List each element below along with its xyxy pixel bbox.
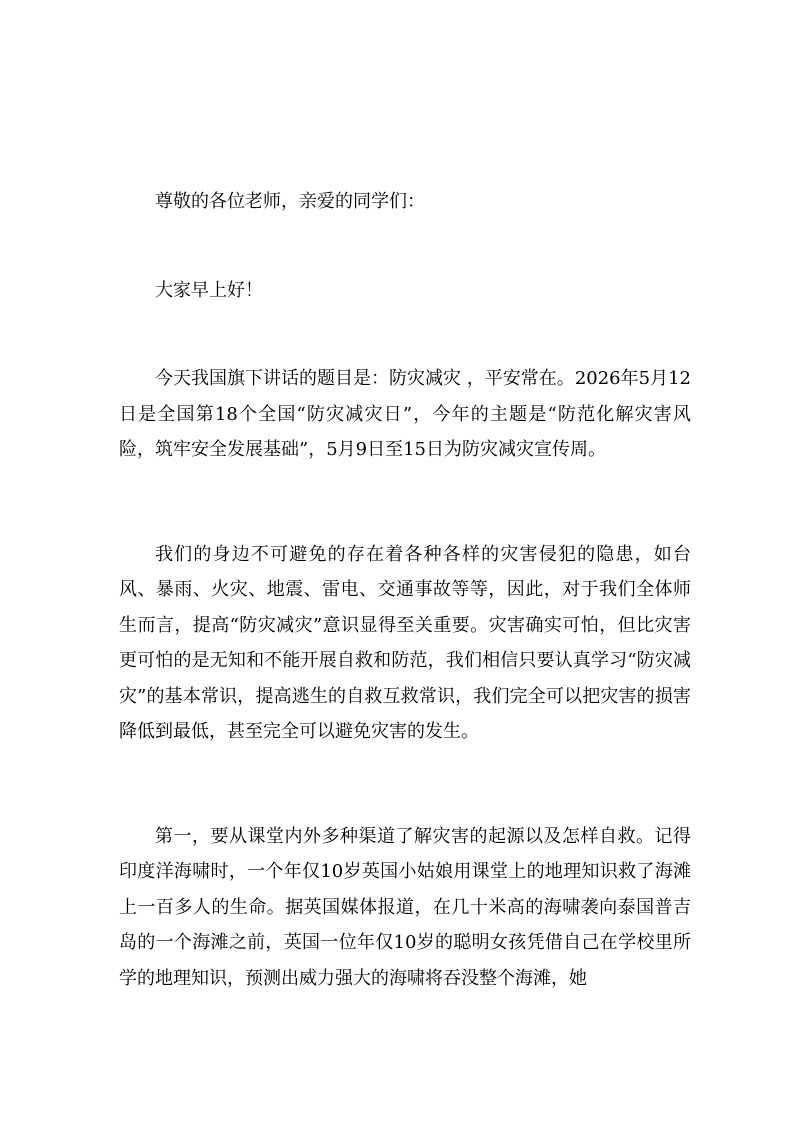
- paragraph-awareness: 我们的身边不可避免的存在着各种各样的灾害侵犯的隐患，如台风、暴雨、火灾、地震、雷电、交通事故等等，因此，对于我们全体师生而言，提高“防灾减灾”意识显得至关重要。灾害确实可怕，但比灾害更可怕的是无知和不能开展自救和防范，我们相信只要认真学习“防灾减灾”的基本常识，提高逃生的自救互救常识，我们完全可以把灾害的损害降低到最低，甚至完全可以避免灾害的发生。: [119, 543, 691, 742]
- speech-body: [119, 184, 691, 996]
- paragraph-topic: 今天我国旗下讲话的题目是：防灾减灾 ，平安常在。2026年5月12日是全国第18个全国“防灾减灾日”，今年的主题是“防范化解灾害风险，筑牢安全发展基础”，5月9日至15日为防灾减灾宣传周。: [119, 368, 691, 460]
- greeting-text: 大家早上好！: [155, 279, 263, 301]
- paragraph-first-point: 第一，要从课堂内外多种渠道了解灾害的起源以及怎样自救。记得印度洋海啸时，一个年仅10岁英国小姑娘用课堂上的地理知识救了海滩上一百多人的生命。据英国媒体报道，在几十米高的海啸袭向泰国普吉岛的一个海滩之前，英国一位年仅10岁的聪明女孩凭借自己在学校里所学的地理知识，预测出威力强大的海啸将吞没整个海滩，她: [119, 825, 691, 989]
- salutation-text: 尊敬的各位老师，亲爱的同学们：: [155, 191, 425, 212]
